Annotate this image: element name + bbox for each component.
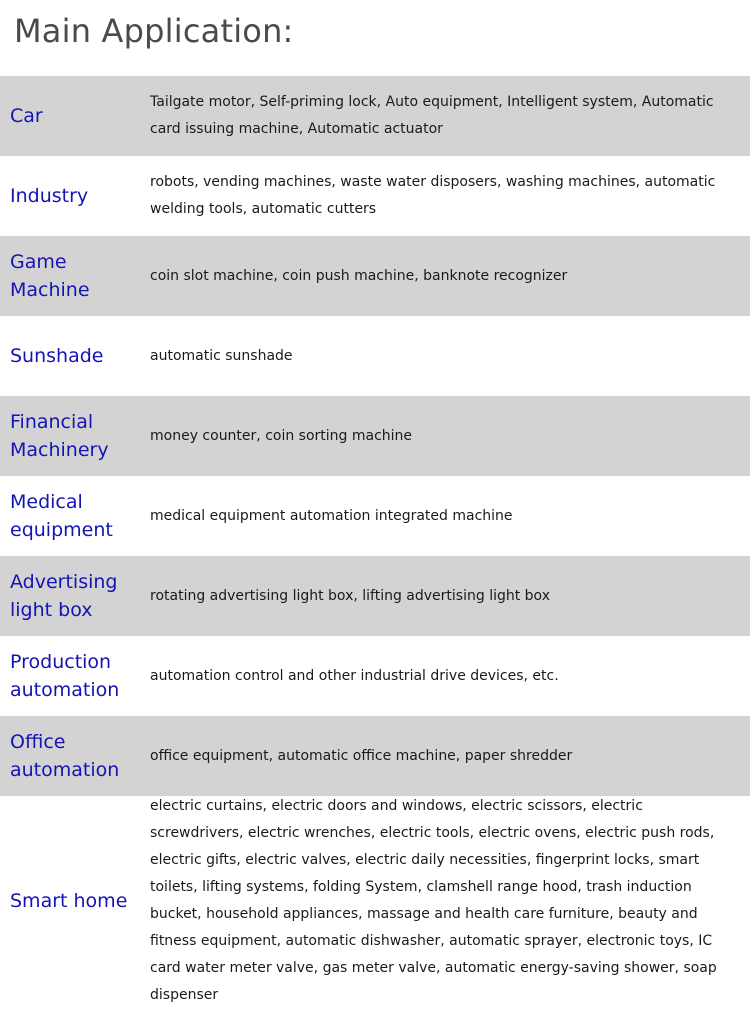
description-text: Tailgate motor, Self-priming lock, Auto equipment, Intelligent system, Automatic card issuing machine, Automatic actuator <box>150 94 714 137</box>
category-text: Production automation <box>10 651 120 701</box>
category-label <box>10 716 145 796</box>
description-cell <box>150 156 740 236</box>
category-text: Smart home <box>10 890 128 912</box>
category-label <box>10 76 145 156</box>
description-cell <box>150 716 740 796</box>
page-title: Main Application: <box>14 12 294 50</box>
description-cell <box>150 236 740 316</box>
category-text: Medical equipment <box>10 491 113 541</box>
category-label <box>10 396 145 476</box>
table-row <box>0 716 750 796</box>
category-text: Sunshade <box>10 345 104 367</box>
table-row <box>0 156 750 236</box>
category-label <box>10 796 145 1006</box>
category-label <box>10 476 145 556</box>
table-row <box>0 76 750 156</box>
description-text: automation control and other industrial drive devices, etc. <box>150 667 559 684</box>
description-cell <box>150 796 740 1006</box>
table-row <box>0 556 750 636</box>
description-text: automatic sunshade <box>150 347 293 364</box>
description-text: office equipment, automatic office machine, paper shredder <box>150 747 573 764</box>
table-row <box>0 796 750 1006</box>
category-label <box>10 556 145 636</box>
table-row <box>0 236 750 316</box>
table-row <box>0 316 750 396</box>
description-text: rotating advertising light box, lifting advertising light box <box>150 587 550 604</box>
category-label <box>10 636 145 716</box>
category-text: Industry <box>10 185 89 207</box>
description-cell <box>150 476 740 556</box>
table-row <box>0 476 750 556</box>
category-text: Financial Machinery <box>10 411 109 461</box>
category-text: Car <box>10 105 43 127</box>
description-cell <box>150 76 740 156</box>
category-label <box>10 316 145 396</box>
description-text: electric curtains, electric doors and windows, electric scissors, electric screwdrivers, electric wrenches, electric tools, electric ovens, electric push rods, electric gifts, electric valves, electric daily necessities, fingerprint locks, smart toilets, lifting systems, folding System, clamshell range hood, trash induction bucket, household appliances, massage and health care furniture, beauty and fitness equipment, automatic dishwasher, automatic sprayer, electronic toys, IC card water meter valve, gas meter valve, automatic energy-saving shower, soap dispenser <box>150 798 717 1003</box>
description-cell <box>150 396 740 476</box>
category-text: Game Machine <box>10 251 90 301</box>
description-text: robots, vending machines, waste water disposers, washing machines, automatic welding tools, automatic cutters <box>150 174 716 217</box>
category-text: Advertising light box <box>10 571 118 621</box>
application-table <box>0 76 750 1006</box>
description-text: money counter, coin sorting machine <box>150 427 413 444</box>
category-label <box>10 236 145 316</box>
description-cell <box>150 636 740 716</box>
description-cell <box>150 556 740 636</box>
description-text: coin slot machine, coin push machine, banknote recognizer <box>150 267 568 284</box>
table-row <box>0 396 750 476</box>
description-text: medical equipment automation integrated machine <box>150 507 513 524</box>
category-label <box>10 156 145 236</box>
table-row <box>0 636 750 716</box>
description-cell <box>150 316 740 396</box>
category-text: Office automation <box>10 731 120 781</box>
